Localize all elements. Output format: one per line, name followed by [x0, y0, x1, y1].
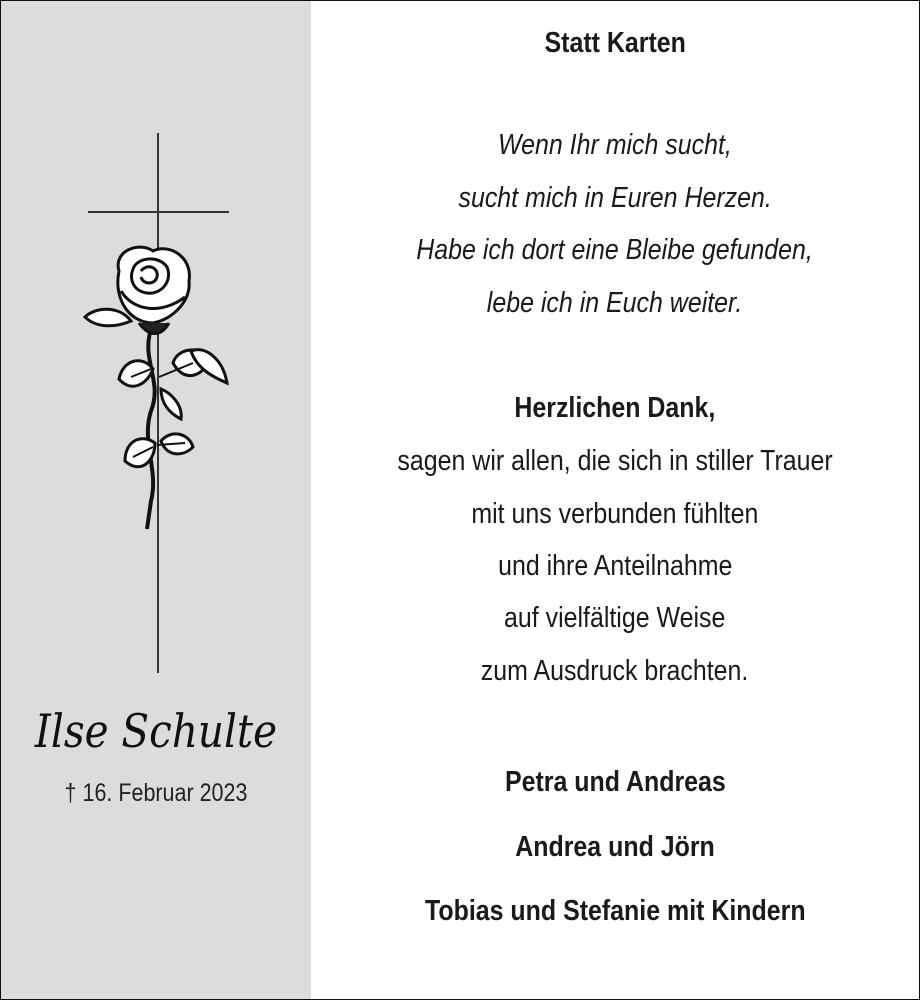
heading: Statt Karten: [544, 27, 686, 59]
thanks-line: zum Ausdruck brachten.: [481, 655, 749, 687]
thanks-line: und ihre Anteilnahme: [497, 550, 733, 582]
thanks-line: sagen wir allen, die sich in stiller Trauer: [397, 445, 833, 477]
poem-line: lebe ich in Euch weiter.: [487, 287, 743, 319]
cross-with-rose-icon: [1, 1, 311, 691]
deceased-name: Ilse Schulte: [34, 704, 278, 758]
death-date: † 16. Februar 2023: [64, 779, 248, 807]
signatory: Petra und Andreas: [504, 766, 726, 798]
main-text-panel: [311, 1, 919, 999]
poem-line: Habe ich dort eine Bleibe gefunden,: [416, 234, 814, 266]
signatory: Andrea und Jörn: [515, 831, 715, 863]
thanks-line: mit uns verbunden fühlten: [471, 498, 759, 530]
sidebar-panel: [1, 1, 311, 999]
signatory: Tobias und Stefanie mit Kindern: [424, 895, 806, 927]
poem-line: Wenn Ihr mich sucht,: [498, 129, 732, 161]
thanks-title: Herzlichen Dank,: [514, 392, 716, 424]
thanks-line: auf vielfältige Weise: [504, 602, 726, 634]
poem-line: sucht mich in Euren Herzen.: [458, 182, 772, 214]
